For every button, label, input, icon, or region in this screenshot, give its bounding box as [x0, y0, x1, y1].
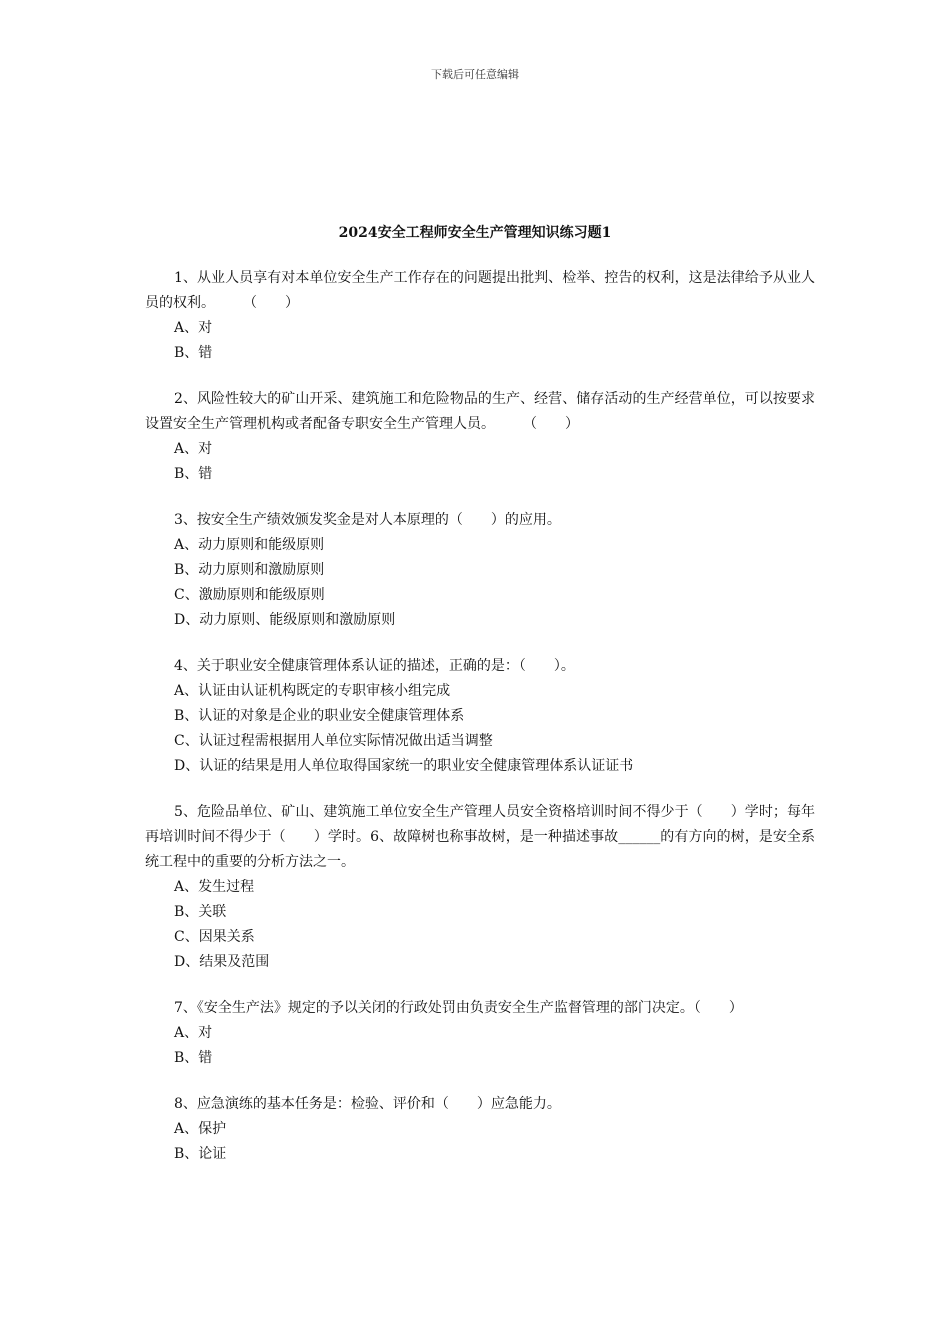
question-1	[145, 266, 815, 366]
option-c: C、因果关系	[174, 929, 255, 945]
question-7	[145, 996, 815, 1071]
question-2	[145, 387, 815, 487]
question-list	[145, 266, 815, 1188]
option-b: B、关联	[174, 904, 227, 920]
option-c: C、认证过程需根据用人单位实际情况做出适当调整	[174, 733, 493, 749]
option-a: A、认证由认证机构既定的专职审核小组完成	[174, 683, 451, 699]
option-d: D、认证的结果是用人单位取得国家统一的职业安全健康管理体系认证证书	[174, 758, 634, 774]
option-b: B、错	[174, 345, 213, 361]
question-3	[145, 508, 815, 633]
question-text: 5、危险品单位、矿山、建筑施工单位安全生产管理人员安全资格培训时间不得少于（ ）学时；每年再培训时间不得少于（ ）学时。6、故障树也称事故树，是一种描述事故______的有方向的树，是安全系统工程中的重要的分析方法之一。	[145, 804, 815, 870]
option-a: A、发生过程	[174, 879, 255, 895]
option-a: A、对	[174, 1025, 213, 1041]
question-8	[145, 1092, 815, 1167]
question-text: 8、应急演练的基本任务是：检验、评价和（ ）应急能力。	[174, 1096, 561, 1112]
option-a: A、动力原则和能级原则	[174, 537, 325, 553]
document-title: 2024安全工程师安全生产管理知识练习题1	[338, 225, 612, 241]
option-d: D、结果及范围	[174, 954, 270, 970]
question-text: 3、按安全生产绩效颁发奖金是对人本原理的（ ）的应用。	[174, 512, 561, 528]
question-4	[145, 654, 815, 779]
header-note: 下载后可任意编辑	[431, 68, 519, 81]
option-a: A、对	[174, 441, 213, 457]
question-text: 4、关于职业安全健康管理体系认证的描述，正确的是：（ ）。	[174, 658, 575, 674]
option-b: B、错	[174, 1050, 213, 1066]
option-a: A、保护	[174, 1121, 227, 1137]
option-c: C、激励原则和能级原则	[174, 587, 325, 603]
option-b: B、动力原则和激励原则	[174, 562, 325, 578]
question-text: 1、从业人员享有对本单位安全生产工作存在的问题提出批判、检举、控告的权利，这是法律给予从业人员的权利。 （ ）	[145, 270, 815, 311]
question-text: 7、《安全生产法》规定的予以关闭的行政处罚由负责安全生产监督管理的部门决定。（ ）	[174, 1000, 743, 1016]
option-a: A、对	[174, 320, 213, 336]
question-text: 2、风险性较大的矿山开采、建筑施工和危险物品的生产、经营、储存活动的生产经营单位，可以按要求设置安全生产管理机构或者配备专职安全生产管理人员。 （ ）	[145, 391, 815, 432]
question-5	[145, 800, 815, 975]
option-b: B、论证	[174, 1146, 227, 1162]
option-b: B、错	[174, 466, 213, 482]
option-b: B、认证的对象是企业的职业安全健康管理体系	[174, 708, 465, 724]
option-d: D、动力原则、能级原则和激励原则	[174, 612, 396, 628]
